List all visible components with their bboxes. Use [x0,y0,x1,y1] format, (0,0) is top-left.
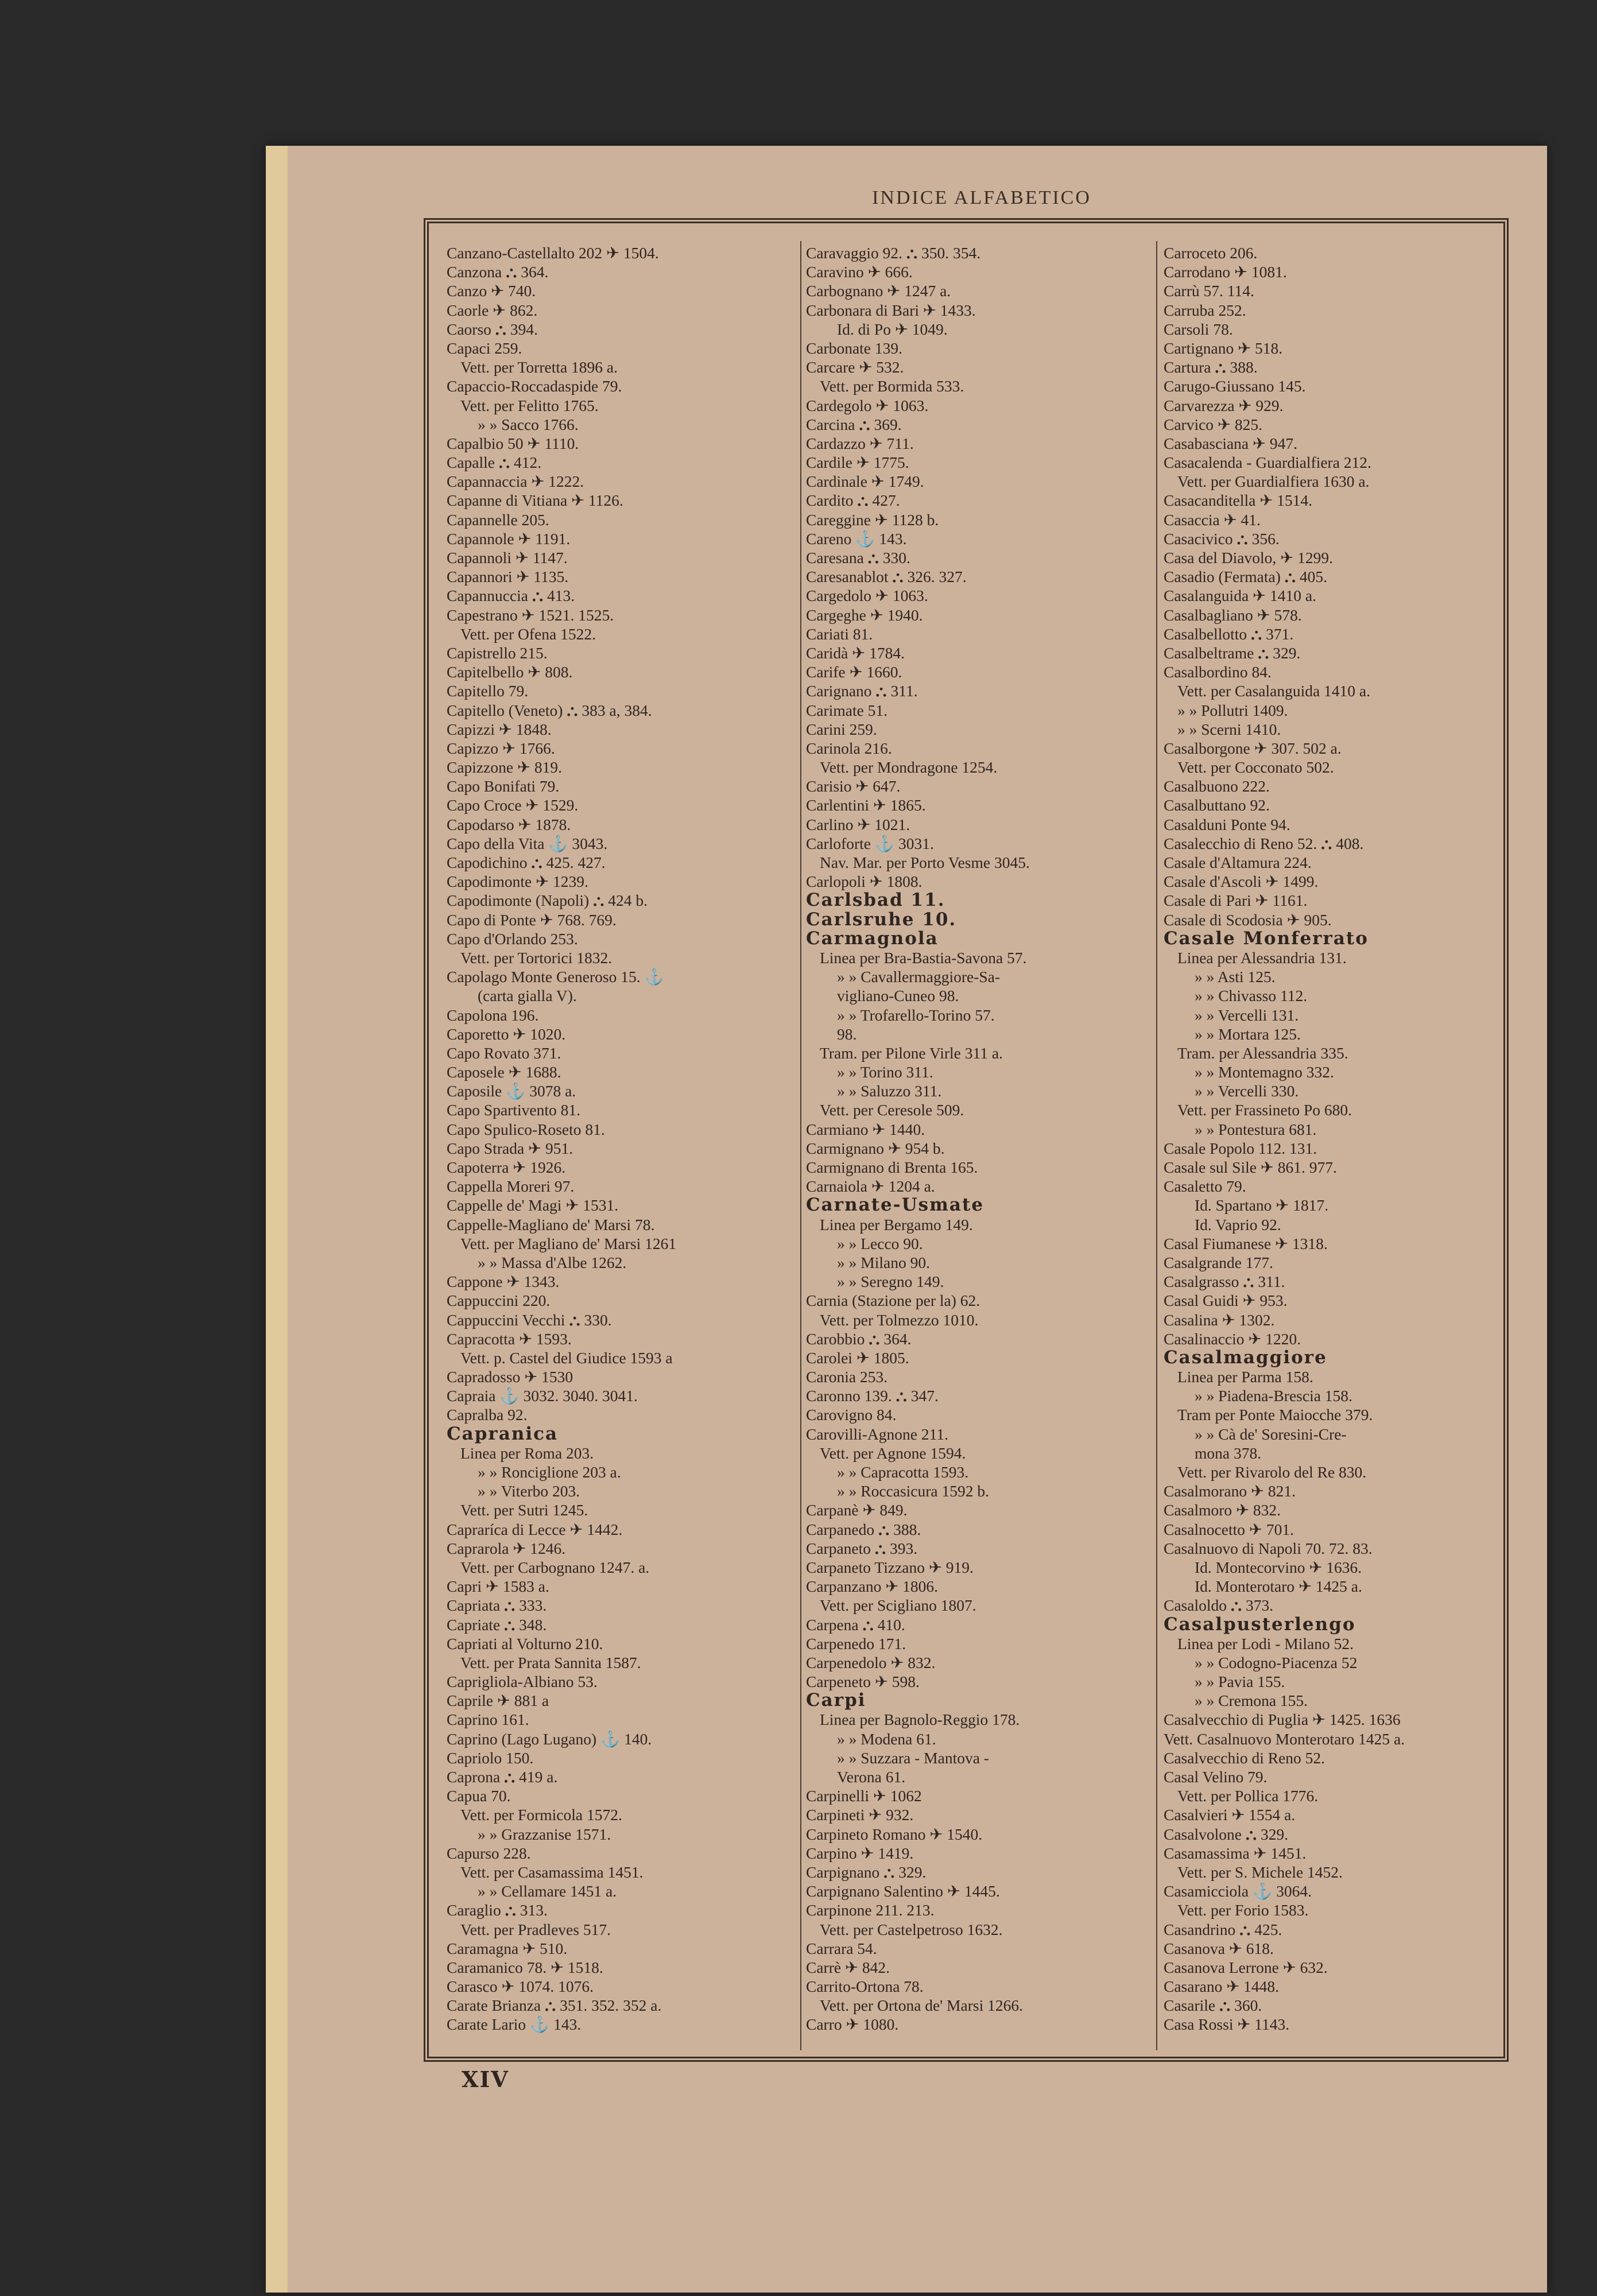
index-subentry: » » Modena 61. [837,1729,936,1748]
index-subentry: » » Seregno 149. [837,1273,944,1291]
index-entry: Capestrano ✈ 1521. 1525. [447,606,614,624]
index-entry: Casalnuovo di Napoli 70. 72. 83. [1164,1539,1373,1557]
index-subentry: Vett. per Ceresole 509. [820,1101,964,1119]
index-entry: Capannelle 205. [447,510,549,529]
index-entry: Carpanè ✈ 849. [806,1501,908,1519]
index-entry: Capolona 196. [447,1006,539,1024]
index-entry: Cappuccini 220. [447,1292,551,1310]
index-subentry: Tram. per Pilone Virle 311 a. [820,1044,1003,1062]
index-entry: Casacanditella ✈ 1514. [1164,491,1313,510]
index-entry: Carignano ⛬ 311. [806,682,918,700]
index-entry: Caramanico 78. ✈ 1518. [447,1958,603,1976]
index-heading: Casalmaggiore [1164,1347,1327,1368]
index-subentry: Linea per Bergamo 149. [820,1215,973,1234]
index-entry: Capurso 228. [447,1844,531,1862]
index-entry: Carrara 54. [806,1939,877,1957]
index-subentry: Vett. per Guardialfiera 1630 a. [1177,472,1370,491]
index-entry: Casalborgone ✈ 307. 502 a. [1164,739,1342,757]
index-entry: Carpaneto ⛬ 393. [806,1539,918,1557]
index-subentry: Vett. per Castelpetroso 1632. [820,1920,1003,1938]
index-entry: Carpenedolo ✈ 832. [806,1653,936,1671]
index-subentry: » » Capracotta 1593. [837,1463,969,1481]
index-entry: Caposele ✈ 1688. [447,1063,561,1081]
index-subentry: Linea per Bra-Bastia-Savona 57. [820,948,1027,967]
index-subentry: Vett. per Agnone 1594. [820,1444,966,1462]
index-subentry: » » Suzzara - Mantova - [837,1748,989,1767]
index-entry: Capizzo ✈ 1766. [447,739,555,757]
index-subentry: Vett. per Forio 1583. [1177,1901,1309,1919]
index-entry: Carini 259. [806,720,877,738]
index-entry: Carpeneto ✈ 598. [806,1673,920,1691]
index-subentry: Vett. per Scigliano 1807. [820,1596,976,1615]
index-entry: Careno ⚓ 143. [806,529,907,548]
index-entry: Capri ✈ 1583 a. [447,1577,549,1596]
index-entry: Casalnocetto ✈ 701. [1164,1520,1294,1538]
index-entry: Capua 70. [447,1787,511,1805]
index-entry: Cardazzo ✈ 711. [806,434,914,452]
index-entry: Canzona ⛬ 364. [447,263,549,281]
index-entry: Caorso ⛬ 394. [447,320,538,338]
index-entry: Casale di Pari ✈ 1161. [1164,891,1308,910]
index-entry: Capraríca di Lecce ✈ 1442. [447,1520,623,1538]
index-entry: Capo Rovato 371. [447,1044,561,1062]
index-subentry: Id. Monterotaro ✈ 1425 a. [1195,1577,1362,1596]
index-entry: Cariati 81. [806,625,873,643]
index-entry: Capodarso ✈ 1878. [447,815,571,833]
index-subentry: Vett. per Torretta 1896 a. [460,358,618,377]
index-entry: Carovilli-Agnone 211. [806,1425,948,1443]
index-entry: Carnia (Stazione per la) 62. [806,1292,980,1310]
index-entry: Caridà ✈ 1784. [806,643,905,662]
index-entry: Caprino 161. [447,1711,529,1729]
index-entry: Capo della Vita ⚓ 3043. [447,834,608,852]
index-entry: Capo d'Orlando 253. [447,929,578,948]
index-subentry: Id. Spartano ✈ 1817. [1195,1196,1329,1215]
index-entry: Casa Rossi ✈ 1143. [1164,2015,1290,2034]
index-subentry: Linea per Lodi - Milano 52. [1177,1634,1354,1653]
index-entry: Canzo ✈ 740. [447,282,536,300]
index-subentry: » » Sacco 1766. [478,415,579,433]
index-entry: Caprino (Lago Lugano) ⚓ 140. [447,1729,652,1748]
index-entry: Casalbuttano 92. [1164,796,1270,815]
index-entry: Carrù 57. 114. [1164,282,1254,300]
index-subentry: » » Grazzanise 1571. [478,1825,611,1843]
index-subentry: » » Saluzzo 311. [837,1082,942,1100]
index-entry: Casamicciola ⚓ 3064. [1164,1882,1312,1901]
index-entry: Capo di Ponte ✈ 768. 769. [447,910,617,929]
index-subentry: Vett. per S. Michele 1452. [1177,1863,1343,1881]
index-entry: Carlopoli ✈ 1808. [806,872,922,891]
index-entry: Carloforte ⚓ 3031. [806,834,934,852]
index-entry: Carnaiola ✈ 1204 a. [806,1177,935,1196]
index-entry: Carbonara di Bari ✈ 1433. [806,301,976,319]
index-entry: Capizzone ✈ 819. [447,758,562,777]
index-entry: Casalvolone ⛬ 329. [1164,1825,1289,1843]
index-entry: Carpignano Salentino ✈ 1445. [806,1882,1000,1901]
index-entry: Casalinaccio ✈ 1220. [1164,1329,1301,1348]
index-subentry: » » Cà de' Soresini-Cre- [1195,1425,1347,1443]
index-entry: Casandrino ⛬ 425. [1164,1920,1282,1938]
index-subentry: » » Roccasicura 1592 b. [837,1482,989,1500]
index-entry: Carobbio ⛬ 364. [806,1329,912,1348]
index-subentry: Vett. per Mondragone 1254. [820,758,998,777]
index-entry: Capannole ✈ 1191. [447,529,571,548]
index-heading: Carmagnola [806,928,939,949]
index-subentry: » » Ronciglione 203 a. [478,1463,621,1481]
index-entry: Carpineto Romano ✈ 1540. [806,1825,983,1843]
index-column-3 [1164,243,1502,2057]
index-entry: Carasco ✈ 1074. 1076. [447,1977,594,1996]
index-entry: Casadio (Fermata) ⛬ 405. [1164,568,1328,586]
index-entry: Casalbordino 84. [1164,663,1272,681]
index-entry: Carpinelli ✈ 1062 [806,1787,922,1805]
index-subentry: Nav. Mar. per Porto Vesme 3045. [820,854,1030,871]
index-entry: Canzano-Castellalto 202 ✈ 1504. [447,244,659,262]
index-entry: Casale d'Altamura 224. [1164,854,1312,871]
index-entry: Casale d'Ascoli ✈ 1499. [1164,872,1319,891]
index-subentry: Linea per Bagnolo-Reggio 178. [820,1711,1020,1729]
index-entry: Casacivico ⛬ 356. [1164,529,1280,548]
index-entry: Capriati al Volturno 210. [447,1634,603,1653]
index-heading: Carnate-Usmate [806,1194,984,1216]
index-entry: Carisio ✈ 647. [806,777,901,796]
index-entry: Casalmoro ✈ 832. [1164,1501,1281,1519]
index-heading: Capranica [447,1423,559,1444]
index-heading: Carpi [806,1690,866,1711]
index-entry: Cartignano ✈ 518. [1164,339,1283,357]
index-entry: Capraia ⚓ 3032. 3040. 3041. [447,1387,638,1405]
index-entry: Cargeghe ✈ 1940. [806,606,923,624]
index-entry: Carlentini ✈ 1865. [806,796,926,815]
index-entry: Cardile ✈ 1775. [806,453,909,472]
index-entry: Cardito ⛬ 427. [806,491,900,510]
index-entry: Cappuccini Vecchi ⛬ 330. [447,1310,612,1329]
index-entry: Carpena ⛬ 410. [806,1615,905,1634]
index-entry: Carpinone 211. 213. [806,1901,935,1919]
index-entry: Caprarola ✈ 1246. [447,1539,566,1557]
index-entry: Carrè ✈ 842. [806,1958,890,1976]
index-subentry: Vett. per Prata Sannita 1587. [460,1653,641,1671]
index-entry: Capo Croce ✈ 1529. [447,796,579,815]
index-subentry: Vett. per Cocconato 502. [1177,758,1334,777]
index-subentry: Id. Vaprio 92. [1195,1215,1281,1234]
index-entry: Capracotta ✈ 1593. [447,1329,572,1348]
index-subentry: mona 378. [1195,1444,1262,1462]
index-entry: Casarile ⛬ 360. [1164,1996,1262,2015]
index-entry: Casalvecchio di Puglia ✈ 1425. 1636 [1164,1711,1401,1729]
index-subentry: Tram per Ponte Maiocche 379. [1177,1406,1373,1424]
index-entry: Carvarezza ✈ 929. [1164,396,1284,414]
index-entry: Capoterra ✈ 1926. [447,1158,566,1176]
index-entry: Casalanguida ✈ 1410 a. [1164,587,1316,605]
index-entry: Carpineti ✈ 932. [806,1806,914,1824]
index-entry: Carrito-Ortona 78. [806,1977,924,1996]
index-subentry: » » Milano 90. [837,1253,930,1271]
index-entry: Capo Spartivento 81. [447,1101,580,1119]
index-entry: Carimate 51. [806,701,888,719]
index-subentry: Linea per Roma 203. [460,1444,594,1462]
index-entry: Carpaneto Tizzano ✈ 919. [806,1558,974,1576]
index-subentry: Vett. per Tortorici 1832. [460,948,613,967]
index-entry: Carinola 216. [806,739,892,757]
index-entry: Capodimonte (Napoli) ⛬ 424 b. [447,891,648,910]
index-subentry: Linea per Parma 158. [1177,1368,1313,1386]
index-heading: Carlsruhe 10. [806,909,957,930]
index-subentry: » » Pollutri 1409. [1177,701,1288,719]
index-entry: Casal Guidi ✈ 953. [1164,1292,1288,1310]
index-entry: Caraglio ⛬ 313. [447,1901,548,1919]
index-subentry: » » Vercelli 131. [1195,1006,1299,1024]
index-subentry: Verona 61. [837,1768,906,1786]
index-entry: Carpanedo ⛬ 388. [806,1520,921,1538]
index-column-1 [447,243,778,2057]
index-subentry: » » Piadena-Brescia 158. [1195,1387,1352,1405]
index-entry: Carvico ✈ 825. [1164,415,1262,433]
index-entry: Capodimonte ✈ 1239. [447,872,588,891]
index-entry: Capitello 79. [447,682,529,700]
index-entry: Cardegolo ✈ 1063. [806,396,929,414]
index-entry: Cardinale ✈ 1749. [806,472,924,491]
index-entry: Carbognano ✈ 1247 a. [806,282,951,300]
index-entry: Carmignano ✈ 954 b. [806,1139,945,1157]
index-entry: Carate Brianza ⛬ 351. 352. 352 a. [447,1996,662,2015]
index-entry: Casa del Diavolo, ✈ 1299. [1164,549,1333,567]
index-subentry: Vett. per Pradleves 517. [460,1920,611,1938]
index-subentry: » » Scerni 1410. [1177,720,1281,738]
index-entry: Carsoli 78. [1164,320,1233,338]
index-entry: Caprile ✈ 881 a [447,1692,549,1710]
index-subentry: » » Cavallermaggiore-Sa- [837,968,1001,986]
index-subentry: Vett. per Frassineto Po 680. [1177,1101,1352,1119]
index-entry: Caravaggio 92. ⛬ 350. 354. [806,244,981,262]
page-edge [266,146,288,2293]
index-subentry: Id. di Po ✈ 1049. [837,320,948,338]
index-subentry: Vett. per Ortona de' Marsi 1266. [820,1996,1023,2015]
index-entry: Capannoli ✈ 1147. [447,549,568,567]
index-entry: Casalecchio di Reno 52. ⛬ 408. [1164,834,1364,852]
index-entry: Capo Spulico-Roseto 81. [447,1120,605,1138]
index-subentry: » » Pavia 155. [1195,1673,1285,1691]
index-entry: Capizzi ✈ 1848. [447,720,552,738]
index-entry: Careggine ✈ 1128 b. [806,510,939,529]
index-entry: Capolago Monte Generoso 15. ⚓ [447,968,664,986]
index-entry: Carruba 252. [1164,301,1246,319]
index-subentry: Vett. per Ofena 1522. [460,625,596,643]
index-subentry: Vett. per Carbognano 1247. a. [460,1558,650,1576]
index-subentry: Vett. per Bormida 533. [820,377,964,395]
index-subentry: » » Codogno-Piacenza 52 [1195,1653,1358,1671]
page-header: INDICE ALFABETICO [872,187,1091,208]
index-entry: Carovigno 84. [806,1406,897,1424]
index-entry: Cappelle de' Magi ✈ 1531. [447,1196,619,1215]
index-entry: Carro ✈ 1080. [806,2015,899,2034]
index-entry: Vett. Casalnuovo Monterotaro 1425 a. [1164,1729,1405,1748]
index-entry: Capriolo 150. [447,1748,534,1767]
index-subentry: » » Trofarello-Torino 57. [837,1006,995,1024]
index-entry: Cappella Moreri 97. [447,1177,575,1196]
index-subentry: » » Massa d'Albe 1262. [478,1253,627,1271]
index-entry: Capodichino ⛬ 425. 427. [447,854,606,871]
index-entry: Casacalenda - Guardialfiera 212. [1164,453,1371,472]
index-entry: Capo Bonifati 79. [447,777,560,796]
index-entry: Carmiano ✈ 1440. [806,1120,925,1138]
index-entry: Casalvieri ✈ 1554 a. [1164,1806,1296,1824]
index-column-2 [806,243,1139,2057]
index-entry: Casalmorano ✈ 821. [1164,1482,1296,1500]
index-entry: Carbonate 139. [806,339,903,357]
index-entry: Casal Fiumanese ✈ 1318. [1164,1234,1328,1252]
index-subentry: Vett. per Felitto 1765. [460,396,599,414]
column-separator [800,241,801,2050]
index-subentry: » » Torino 311. [837,1063,933,1081]
index-entry: Capalle ⛬ 412. [447,453,542,472]
index-subentry: » » Asti 125. [1195,968,1276,986]
index-entry: Casale sul Sile ✈ 861. 977. [1164,1158,1337,1176]
index-entry: Caprona ⛬ 419 a. [447,1768,558,1786]
index-subentry: 98. [837,1025,857,1043]
index-subentry: Vett. per Formicola 1572. [460,1806,622,1824]
index-entry: Casale Popolo 112. 131. [1164,1139,1317,1157]
index-entry: Casal Velino 79. [1164,1768,1267,1786]
index-subentry: » » Pontestura 681. [1195,1120,1317,1138]
index-entry: Casalbeltrame ⛬ 329. [1164,643,1301,662]
index-subentry: Vett. per Casamassima 1451. [460,1863,644,1881]
index-entry: Casabasciana ✈ 947. [1164,434,1298,452]
index-entry: Caresana ⛬ 330. [806,549,910,567]
index-entry: Capistrello 215. [447,643,548,662]
index-subentry: » » Viterbo 203. [478,1482,580,1500]
index-subentry: » » Cellamare 1451 a. [478,1882,617,1901]
index-subentry: Id. Montecorvino ✈ 1636. [1195,1558,1362,1576]
index-entry: Caramagna ✈ 510. [447,1939,568,1957]
index-entry: Capalbio 50 ✈ 1110. [447,434,579,452]
index-entry: Capralba 92. [447,1406,528,1424]
index-entry: Carate Lario ⚓ 143. [447,2015,582,2034]
index-entry: Casalbuono 222. [1164,777,1270,796]
index-entry: Caronno 139. ⛬ 347. [806,1387,939,1405]
index-entry: Casalvecchio di Reno 52. [1164,1748,1325,1767]
index-entry: Capriata ⛬ 333. [447,1596,547,1615]
index-subentry: Vett. p. Castel del Giudice 1593 a [460,1348,673,1367]
index-entry: Capitelbello ✈ 808. [447,663,573,681]
index-entry: Cartura ⛬ 388. [1164,358,1258,377]
index-entry: Casalbellotto ⛬ 371. [1164,625,1294,643]
index-entry: Casaccia ✈ 41. [1164,510,1261,529]
index-entry: Casalina ✈ 1302. [1164,1310,1275,1329]
index-entry: Casanova ✈ 618. [1164,1939,1274,1957]
index-entry: Capannuccia ⛬ 413. [447,587,575,605]
index-entry: Casalgrande 177. [1164,1253,1273,1271]
index-entry: Carroceto 206. [1164,244,1258,262]
index-subentry: » » Cremona 155. [1195,1692,1308,1710]
index-entry: Capriate ⛬ 348. [447,1615,547,1634]
index-entry: Casarano ✈ 1448. [1164,1977,1279,1996]
index-subentry: Vett. per Tolmezzo 1010. [820,1310,979,1329]
index-entry: Caravino ✈ 666. [806,263,913,281]
index-subentry: » » Mortara 125. [1195,1025,1301,1043]
index-entry: Carmignano di Brenta 165. [806,1158,978,1176]
index-entry: Capradosso ✈ 1530 [447,1368,573,1386]
index-entry: Carcare ✈ 532. [806,358,904,377]
index-entry: Carpignano ⛬ 329. [806,1863,927,1881]
index-subentry: Vett. per Rivarolo del Re 830. [1177,1463,1367,1481]
index-entry: Carpenedo 171. [806,1634,906,1653]
index-entry: Casalbagliano ✈ 578. [1164,606,1302,624]
index-subentry: Linea per Alessandria 131. [1177,948,1347,967]
index-entry: Capo Strada ✈ 951. [447,1139,573,1157]
index-entry: Cappelle-Magliano de' Marsi 78. [447,1215,655,1234]
index-subentry: Vett. per Magliano de' Marsi 1261 [460,1234,677,1252]
index-entry: Casale di Scodosia ✈ 905. [1164,910,1332,929]
index-subentry: Vett. per Pollica 1776. [1177,1787,1319,1805]
index-entry: Carpino ✈ 1419. [806,1844,914,1862]
index-subentry: vigliano-Cuneo 98. [837,987,959,1005]
index-subentry: Tram. per Alessandria 335. [1177,1044,1348,1062]
index-entry: Cappone ✈ 1343. [447,1273,560,1291]
index-subentry: » » Chivasso 112. [1195,987,1308,1005]
index-subentry: Vett. per Casalanguida 1410 a. [1177,682,1371,700]
index-entry: Capanne di Vitiana ✈ 1126. [447,491,623,510]
index-subentry: Vett. per Sutri 1245. [460,1501,588,1519]
index-entry: Casalgrasso ⛬ 311. [1164,1273,1285,1291]
index-entry: Caresanablot ⛬ 326. 327. [806,568,967,586]
index-subentry: » » Montemagno 332. [1195,1063,1334,1081]
index-entry: Capitello (Veneto) ⛬ 383 a, 384. [447,701,652,719]
index-entry: Casaletto 79. [1164,1177,1246,1196]
index-entry: Capaccio-Roccadaspide 79. [447,377,622,395]
index-entry: Cargedolo ✈ 1063. [806,587,928,605]
index-subentry: (carta gialla V). [478,987,577,1005]
index-entry: Caronia 253. [806,1368,888,1386]
index-entry: Capannaccia ✈ 1222. [447,472,584,491]
index-entry: Capaci 259. [447,339,522,357]
index-heading: Casalpusterlengo [1164,1614,1356,1635]
index-entry: Caposile ⚓ 3078 a. [447,1082,576,1100]
index-heading: Carlsbad 11. [806,890,945,911]
index-entry: Carugo-Giussano 145. [1164,377,1306,395]
page-number: XIV [462,2066,509,2092]
index-heading: Casale Monferrato [1164,928,1369,949]
index-entry: Carolei ✈ 1805. [806,1348,909,1367]
index-subentry: » » Lecco 90. [837,1234,923,1252]
index-entry: Carife ✈ 1660. [806,663,902,681]
index-entry: Caorle ✈ 862. [447,301,538,319]
column-separator [1156,241,1157,2050]
index-entry: Capannori ✈ 1135. [447,568,569,586]
index-entry: Casamassima ✈ 1451. [1164,1844,1307,1862]
index-entry: Carpanzano ✈ 1806. [806,1577,938,1596]
index-entry: Carrodano ✈ 1081. [1164,263,1287,281]
index-entry: Casanova Lerrone ✈ 632. [1164,1958,1328,1976]
index-entry: Caporetto ✈ 1020. [447,1025,566,1043]
index-entry: Casalduni Ponte 94. [1164,815,1290,833]
index-entry: Casaloldo ⛬ 373. [1164,1596,1274,1615]
index-entry: Carlino ✈ 1021. [806,815,910,833]
index-subentry: » » Vercelli 330. [1195,1082,1299,1100]
index-entry: Carcina ⛬ 369. [806,415,902,433]
index-entry: Caprigliola-Albiano 53. [447,1673,598,1691]
